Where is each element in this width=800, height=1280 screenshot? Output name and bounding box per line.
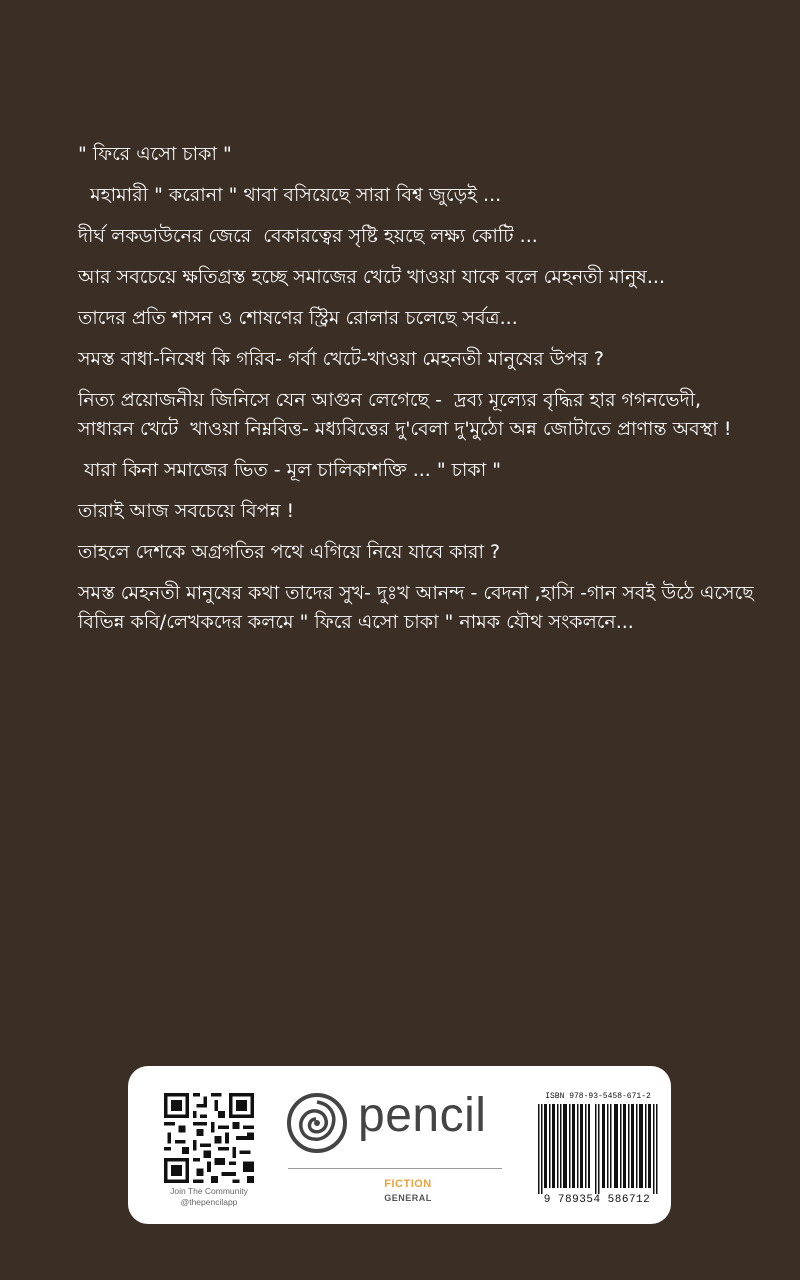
blurb-paragraph: সমস্ত বাধা-নিষেধ কি গরিব- গর্বা খেটে-খাওয়া মেহনতী মানুষের উপর ? [78,348,604,370]
blurb-paragraph: মহামারী " করোনা " থাবা বসিয়েছে সারা বিশ্ব জুড়েই ... [78,184,502,206]
publisher-panel [128,1066,671,1224]
barcode-number: 9 789354 586712 [543,1194,651,1206]
blurb-title-line: " ফিরে এসো চাকা " [78,143,232,165]
publisher-name: pencil [358,1089,487,1142]
subgenre-label: GENERAL [384,1193,432,1203]
qr-caption [142,1186,276,1208]
blurb-paragraph: আর সবচেয়ে ক্ষতিগ্রস্ত হচ্ছে সমাজের খেটে খাওয়া যাকে বলে মেহনতী মানুষ... [78,266,665,288]
pencil-logo-icon [286,1092,348,1154]
blurb-paragraph: যারা কিনা সমাজের ভিত - মূল চালিকাশক্তি ... " চাকা " [78,459,501,481]
genre-label: FICTION [384,1178,432,1190]
qr-code-icon[interactable] [164,1093,254,1183]
blurb-paragraph: তাদের প্রতি শাসন ও শোষণের স্ট্রিম রোলার চলেছে সর্বত্র... [78,307,518,329]
barcode-icon [536,1104,660,1194]
blurb-paragraph: তারাই আজ সবচেয়ে বিপন্ন ! [78,500,295,522]
isbn-label: ISBN 978-93-5458-671-2 [545,1092,651,1101]
blurb-text [78,140,768,649]
blurb-paragraph: নিত্য প্রয়োজনীয় জিনিসে যেন আগুন লেগেছে - দ্রব্য মূল্যের বৃদ্ধির হার গগনভেদী, সাধারন খেটে খাওয়া নিম্নবিত্ত- মধ্যবিত্তের দু'বেলা দু'মুঠো অন্ন জোটাতে প্রাণান্ত অবস্থা ! [78,389,732,440]
qr-caption-line-2: @thepencilapp [180,1197,238,1207]
blurb-paragraph: দীর্ঘ লকডাউনের জেরে বেকারত্বের সৃষ্টি হয়ছে লক্ষ্য কোটি ... [78,225,538,247]
qr-caption-line-1: Join The Community [170,1186,248,1196]
divider [288,1168,502,1169]
blurb-paragraph: সমস্ত মেহনতী মানুষের কথা তাদের সুখ- দুঃখ আনন্দ - বেদনা ,হাসি -গান সবই উঠে এসেছে বিভিন্ন কবি/লেখকদের কলমে " ফিরে এসো চাকা " নামক যৌথ সংকলনে... [78,582,760,633]
blurb-paragraph: তাহলে দেশকে অগ্রগতির পথে এগিয়ে নিয়ে যাবে কারা ? [78,541,501,563]
